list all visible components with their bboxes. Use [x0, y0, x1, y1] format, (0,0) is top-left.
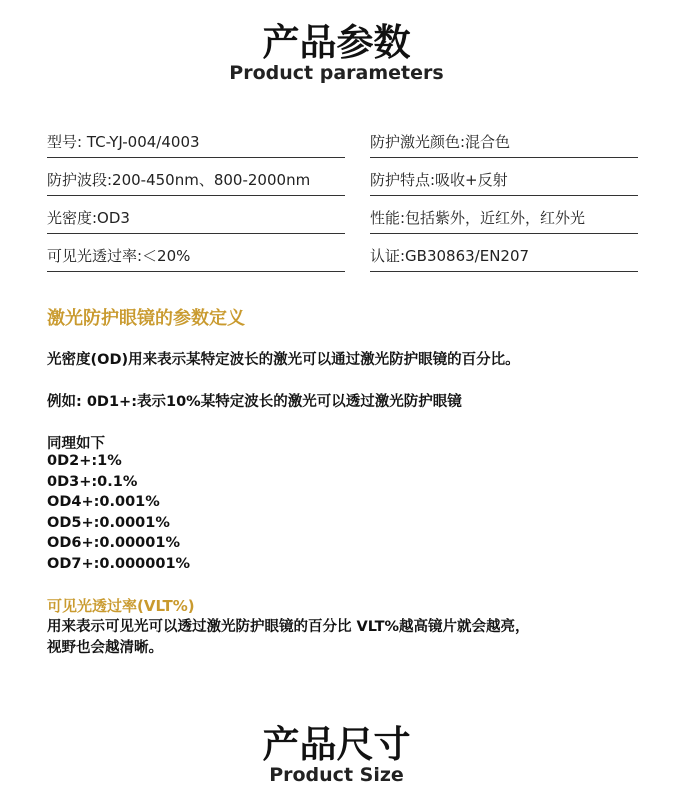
page-title: 产品参数: [262, 21, 411, 64]
divider: [47, 157, 345, 158]
divider: [370, 233, 638, 234]
param-performance: 性能:包括紫外，近红外，红外光: [370, 209, 586, 227]
param-vlt: 可见光透过率:＜20%: [47, 247, 191, 265]
list-item: OD7+:0.000001%: [47, 555, 191, 572]
section-title-size: 产品尺寸: [262, 723, 411, 766]
list-item: OD5+:0.0001%: [47, 514, 170, 531]
divider: [370, 157, 638, 158]
list-item: 0D2+:1%: [47, 453, 122, 469]
od-example: 例如: 0D1+:表示10%某特定波长的激光可以透过激光防护眼镜: [47, 394, 462, 410]
od-list-heading: 同理如下: [47, 436, 105, 452]
vlt-heading: 可见光透过率(VLT%): [47, 597, 195, 615]
param-feature: 防护特点:吸收+反射: [370, 171, 508, 189]
divider: [370, 271, 638, 272]
vlt-description-line2: 视野也会越清晰。: [47, 640, 163, 656]
param-laser-color: 防护激光颜色:混合色: [370, 133, 511, 151]
divider: [47, 195, 345, 196]
divider: [47, 271, 345, 272]
param-model: 型号: TC-YJ-004/4003: [47, 133, 200, 151]
list-item: OD4+:0.001%: [47, 494, 160, 510]
od-list: [47, 451, 190, 574]
definition-heading: 激光防护眼镜的参数定义: [47, 308, 245, 329]
param-certification: 认证:GB30863/EN207: [370, 247, 530, 265]
section-subtitle-size: Product Size: [269, 764, 404, 786]
divider: [47, 233, 345, 234]
vlt-description-line1: 用来表示可见光可以透过激光防护眼镜的百分比 VLT%越高镜片就会越亮，: [47, 619, 530, 635]
page-subtitle: Product parameters: [229, 62, 444, 84]
list-item: 0D3+:0.1%: [47, 473, 138, 490]
divider: [370, 195, 638, 196]
param-band: 防护波段:200-450nm、800-2000nm: [47, 171, 311, 189]
param-od: 光密度:OD3: [47, 209, 130, 227]
list-item: OD6+:0.00001%: [47, 535, 180, 551]
od-description: 光密度(OD)用来表示某特定波长的激光可以通过激光防护眼镜的百分比。: [47, 352, 520, 368]
